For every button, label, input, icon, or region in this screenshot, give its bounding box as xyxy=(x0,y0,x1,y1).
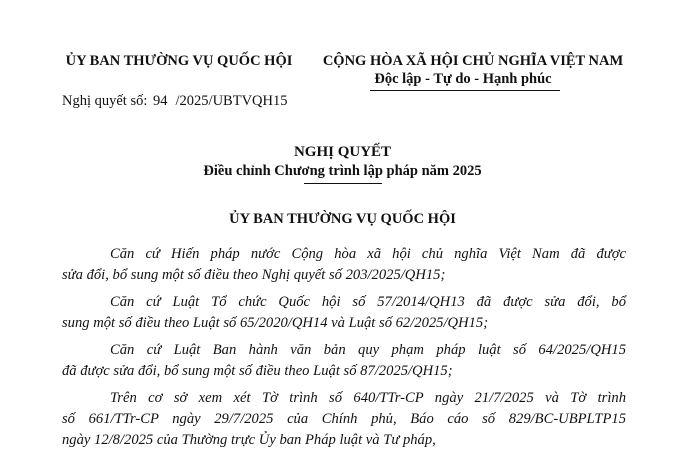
preamble-line: Căn cứ Luật Tổ chức Quốc hội số 57/2014/QH13 đã được sửa đổi, bổ xyxy=(110,294,626,310)
preamble-line: sửa đổi, bổ sung một số điều theo Nghị quyết số 203/2025/QH15; xyxy=(62,267,446,283)
preamble xyxy=(62,244,626,457)
preamble-line: sung một số điều theo Luật số 65/2020/QH14 và Luật số 62/2025/QH15; xyxy=(62,315,489,331)
issuing-agency-name: ỦY BAN THƯỜNG VỤ QUỐC HỘI xyxy=(65,53,293,69)
resolution-number-suffix: /2025/UBTVQH15 xyxy=(175,93,288,109)
preamble-line: đã được sửa đổi, bổ sung một số điều theo Luật số 87/2025/QH15; xyxy=(62,363,453,379)
preamble-paragraph xyxy=(62,292,626,334)
national-motto: Độc lập - Tự do - Hạnh phúc xyxy=(374,71,552,87)
issuing-agency-header xyxy=(48,52,310,70)
preamble-paragraph xyxy=(62,388,626,451)
resolution-number-value: 94 xyxy=(153,93,168,109)
preamble-line: số 661/TTr-CP ngày 29/7/2025 của Chính phủ, Báo cáo số 829/BC-UBPLTP15 xyxy=(62,411,626,427)
motto-underline xyxy=(370,90,560,91)
preamble-line: Căn cứ Luật Ban hành văn bản quy phạm pháp luật số 64/2025/QH15 xyxy=(110,342,626,358)
preamble-line: ngày 12/8/2025 của Thường trực Ủy ban Pháp luật và Tư pháp, xyxy=(62,432,436,448)
national-header xyxy=(318,52,628,91)
issuing-body: ỦY BAN THƯỜNG VỤ QUỐC HỘI xyxy=(229,211,456,227)
preamble-paragraph xyxy=(62,340,626,382)
country-name: CỘNG HÒA XÃ HỘI CHỦ NGHĨA VIỆT NAM xyxy=(322,53,624,69)
subtitle-rule xyxy=(304,183,382,184)
document-title: NGHỊ QUYẾT xyxy=(293,144,392,160)
document-subtitle: Điều chỉnh Chương trình lập pháp năm 2025 xyxy=(203,163,482,179)
preamble-paragraph xyxy=(62,244,626,286)
preamble-line: Căn cứ Hiến pháp nước Cộng hòa xã hội chủ nghĩa Việt Nam đã được xyxy=(110,246,626,262)
resolution-number-label: Nghị quyết số: xyxy=(62,93,148,109)
resolution-number xyxy=(62,92,288,110)
preamble-line: Trên cơ sở xem xét Tờ trình số 640/TTr-CP ngày 21/7/2025 và Tờ trình xyxy=(110,390,626,406)
